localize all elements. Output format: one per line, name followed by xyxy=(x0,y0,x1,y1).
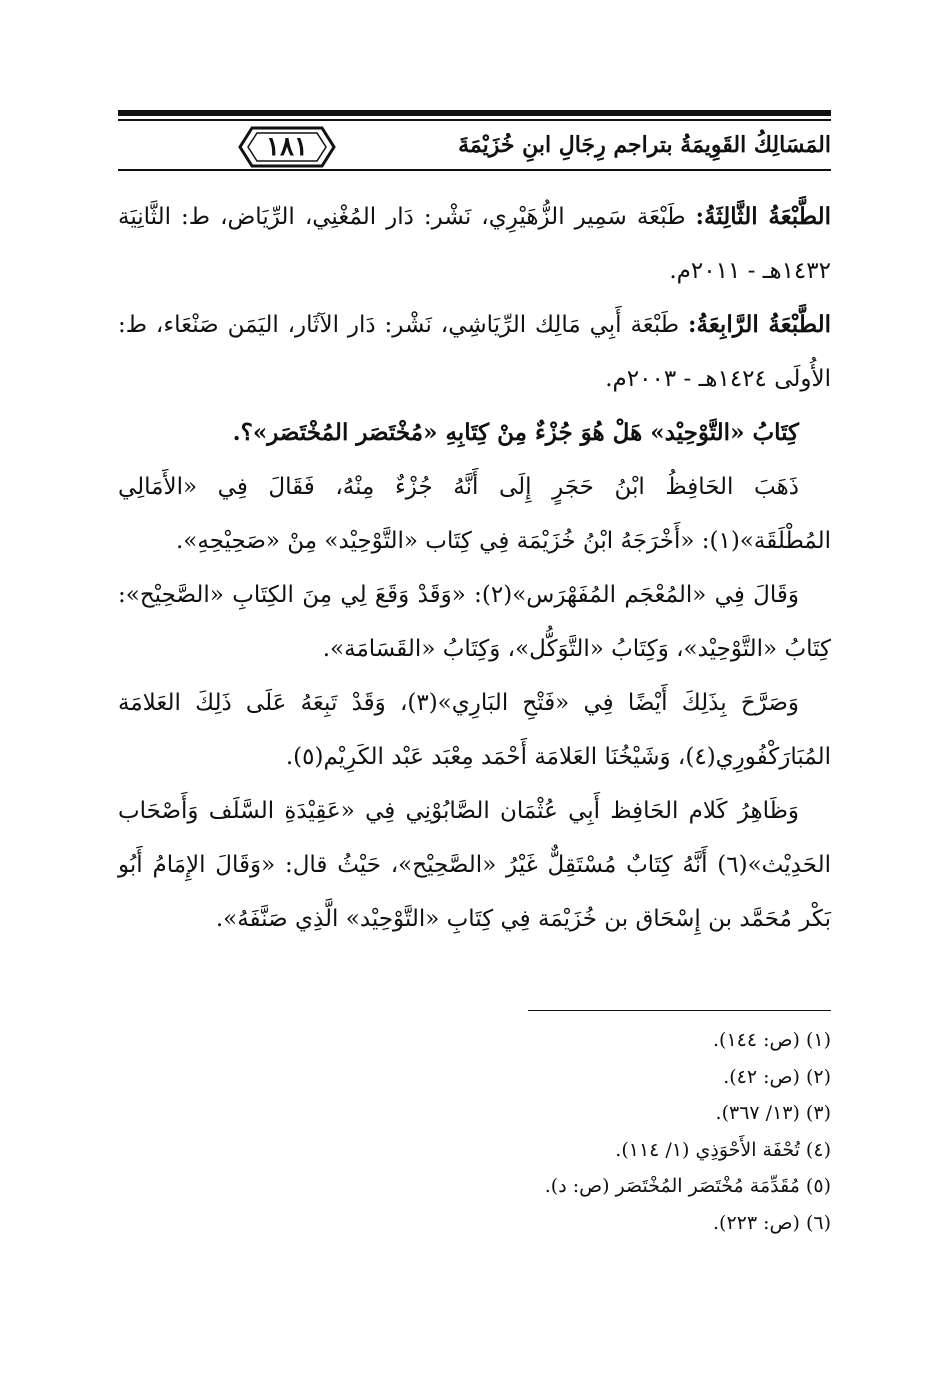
third-edition-text: طَبْعَة سَمِير الزُّهَيْرِي، نَشْر: دَار المُغْنِي، الرِّيَاض، ط: الثَّانِيَة ١٤٣٢هـ - ٢٠١١م. xyxy=(118,204,831,284)
fourth-edition-text: طَبْعَة أَبِي مَالِك الرِّيَاشِي، نَشْر: دَار الآثَار، اليَمَن صَنْعَاء، ط: الأُولَى ١٤٢٤هـ - ٢٠٠٣م. xyxy=(118,312,831,392)
paragraph-third-edition xyxy=(118,190,831,298)
header-rule-thin xyxy=(118,119,831,121)
footnote-item: (٢) (ص: ٤٢). xyxy=(723,1065,831,1088)
header-rule-bottom xyxy=(118,169,831,171)
page-number-ornament xyxy=(238,124,336,170)
running-title: المَسَالِكُ القَوِيمَةُ بتراجم رِجَالِ ابنِ خُزَيْمَةَ xyxy=(458,132,831,158)
paragraph-ibn-hajar: ذَهَبَ الحَافِظُ ابْنُ حَجَرٍ إِلَى أَنَّهُ جُزْءٌ مِنْهُ، فَقَالَ فِي «الأَمَالِي المُطْلَقَة»(١): «أَخْرَجَهُ ابْنُ خُزَيْمَة فِي كِتَاب «التَّوْحِيْد» مِنْ «صَحِيْحِهِ». xyxy=(118,474,831,554)
footnote-item: (١) (ص: ١٤٤). xyxy=(713,1029,831,1051)
footnotes xyxy=(418,1022,831,1241)
page-header xyxy=(118,98,831,178)
footnote-item: (٦) (ص: ٢٢٣). xyxy=(713,1211,831,1234)
footnote-divider xyxy=(528,1010,831,1011)
paragraph-mujam: وَقَالَ فِي «المُعْجَم المُفَهْرَس»(٢): «وَقَدْ وَقَعَ لِي مِنَ الكِتَابِ «الصَّحِيْح»: كِتَابُ «التَّوْحِيْد»، وَكِتَابُ «التَّوَكُّل»، وَكِتَابُ «القَسَامَة». xyxy=(118,582,831,662)
main-text xyxy=(118,190,831,946)
section-heading: كِتَابُ «التَّوْحِيْد» هَلْ هُوَ جُزْءٌ مِنْ كِتَابِهِ «مُخْتَصَر المُخْتَصَر»؟. xyxy=(232,419,799,446)
third-edition-label: الطَّبْعَةُ الثَّالِثَةُ: xyxy=(695,203,831,230)
paragraph-sabuni: وَظَاهِرُ كَلام الحَافِظ أَبِي عُثْمَان الصَّابُوْنِي فِي «عَقِيْدَةِ السَّلَف وَأَصْحَاب الحَدِيْث»(٦) أَنَّهُ كِتَابٌ مُسْتَقِلٌّ غَيْرُ «الصَّحِيْح»، حَيْثُ قال: «وَقَالَ الإِمَامُ أَبُو بَكْر مُحَمَّد بن إِسْحَاق بن خُزَيْمَة فِي كِتَابِ «التَّوْحِيْد» الَّذِي صَنَّفَهُ». xyxy=(118,798,831,932)
footnote-item: (٣) (١٣/ ٣٦٧). xyxy=(715,1102,831,1124)
header-rule-thick xyxy=(118,110,831,116)
footnote-item: (٤) تُحْفَة الأَحْوَذِي (١/ ١١٤). xyxy=(615,1138,831,1161)
paragraph-fath-albari: وَصَرَّحَ بِذَلِكَ أَيْضًا فِي «فَتْحِ البَارِي»(٣)، وَقَدْ تَبِعَهُ عَلَى ذَلِكَ العَلامَة المُبَارَكْفُورِي(٤)، وَشَيْخُنَا العَلامَة أَحْمَد مِعْبَد عَبْد الكَرِيْم(٥). xyxy=(118,690,831,770)
fourth-edition-label: الطَّبْعَةُ الرَّابِعَةُ: xyxy=(688,311,832,338)
paragraph-fourth-edition xyxy=(118,298,831,406)
footnote-item: (٥) مُقَدِّمَة مُخْتَصَر المُخْتَصَر (ص: د). xyxy=(544,1175,831,1197)
page-number: ١٨١ xyxy=(266,132,308,162)
